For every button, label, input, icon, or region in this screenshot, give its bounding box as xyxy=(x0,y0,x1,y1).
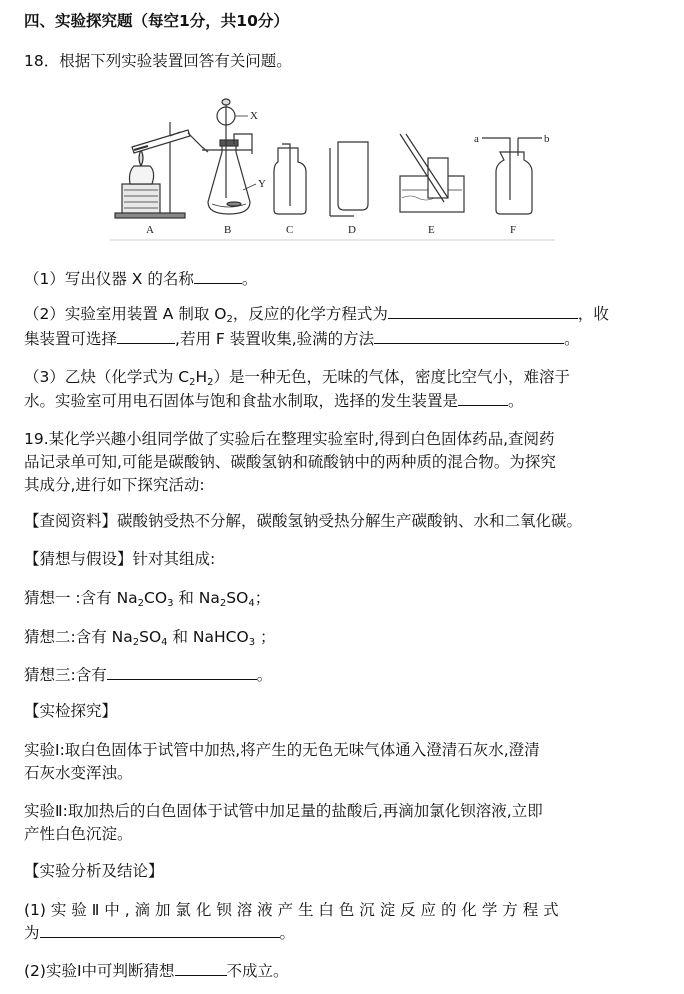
apparatus-f xyxy=(482,138,542,214)
q19-analysis2: (2)实验Ⅰ中可判断猜想 不成立。 xyxy=(24,962,289,980)
q19-stem-line2: 品记录单可知,可能是碳酸钠、碳酸氢钠和硫酸钠中的两种质的混合物。为探究 xyxy=(24,453,556,471)
apparatus-a xyxy=(115,122,208,218)
apparatus-c xyxy=(274,144,306,214)
q18-part1: （1）写出仪器 X 的名称 。 xyxy=(24,270,258,288)
q19-lookup: 【查阅资料】碳酸钠受热不分解，碳酸氢钠受热分解生产碳酸钠、水和二氧化碳。 xyxy=(24,512,583,530)
figure-label-b: B xyxy=(224,224,232,236)
apparatus-d xyxy=(330,142,368,216)
answer-blank[interactable] xyxy=(40,922,280,938)
apparatus-e xyxy=(400,134,464,212)
answer-blank[interactable] xyxy=(107,664,257,680)
figure-label-f: F xyxy=(510,224,517,236)
q19-guess2: 猜想二:含有 $Na_2SO_4$ 和 NaHCO$_3$ ； xyxy=(24,628,276,648)
q19-guess-head: 【猜想与假设】针对其组成: xyxy=(24,550,216,568)
q18-part3-line1: （3）乙炔（化学式为 $C_2H_2$）是一种无色，无味的气体，密度比空气小，难溶于 xyxy=(24,368,571,388)
label-y: Y xyxy=(258,178,266,190)
q19-exp1-line2: 石灰水变浑浊。 xyxy=(24,764,133,782)
q19-analysis1-line2: 为 。 xyxy=(24,924,296,942)
q19-exp2-line2: 产性白色沉淀。 xyxy=(24,825,133,843)
q19-analysis1-line1: (1) 实 验 Ⅱ 中 , 滴 加 氯 化 钡 溶 液 产 生 白 色 沉 淀 反 应 的 化 学 方 程 式 xyxy=(24,901,559,919)
q18-part2-line1: （2）实验室用装置 A 制取 $O_2$，反应的化学方程式为 ，收 xyxy=(24,305,609,325)
answer-blank[interactable] xyxy=(374,328,564,344)
apparatus-figure xyxy=(110,92,555,242)
figure-label-e: E xyxy=(428,224,435,236)
answer-blank[interactable] xyxy=(194,268,242,284)
q18-part2-line2: 集装置可选择 ,若用 F 装置收集,验满的方法 。 xyxy=(24,330,580,348)
apparatus-b xyxy=(202,99,256,214)
figure-label-a: A xyxy=(146,224,154,236)
label-x: X xyxy=(250,110,258,122)
q19-analysis-head: 【实验分析及结论】 xyxy=(24,862,164,880)
q19-explore-head: 【实检探究】 xyxy=(24,702,118,720)
q19-guess3: 猜想三:含有 。 xyxy=(24,666,273,684)
answer-blank[interactable] xyxy=(175,960,227,976)
q19-stem-line3: 其成分,进行如下探究活动: xyxy=(24,476,205,494)
q19-guess1: 猜想一 :含有 $Na_2CO_3$ 和 $Na_2SO_4$； xyxy=(24,589,271,609)
answer-blank[interactable] xyxy=(388,303,578,319)
q19-stem-line1: 19.某化学兴趣小组同学做了实验后在整理实验室时,得到白色固体药品,查阅药 xyxy=(24,430,555,448)
figure-label-d: D xyxy=(348,224,356,236)
answer-blank[interactable] xyxy=(458,390,508,406)
answer-blank[interactable] xyxy=(117,328,175,344)
section-title: 四、实验探究题（每空1分，共10分） xyxy=(24,12,289,30)
figure-label-c: C xyxy=(286,224,294,236)
q19-exp2-line1: 实验Ⅱ:取加热后的白色固体于试管中加足量的盐酸后,再滴加氯化钡溶液,立即 xyxy=(24,802,543,820)
q19-exp1-line1: 实验Ⅰ:取白色固体于试管中加热,将产生的无色无味气体通入澄清石灰水,澄清 xyxy=(24,741,540,759)
q18-part3-line2: 水。实验室可用电石固体与饱和食盐水制取，选择的发生装置是 。 xyxy=(24,392,524,410)
label-b: b xyxy=(544,133,550,145)
label-a: a xyxy=(474,133,479,145)
q18-stem: 18．根据下列实验装置回答有关问题。 xyxy=(24,52,292,70)
